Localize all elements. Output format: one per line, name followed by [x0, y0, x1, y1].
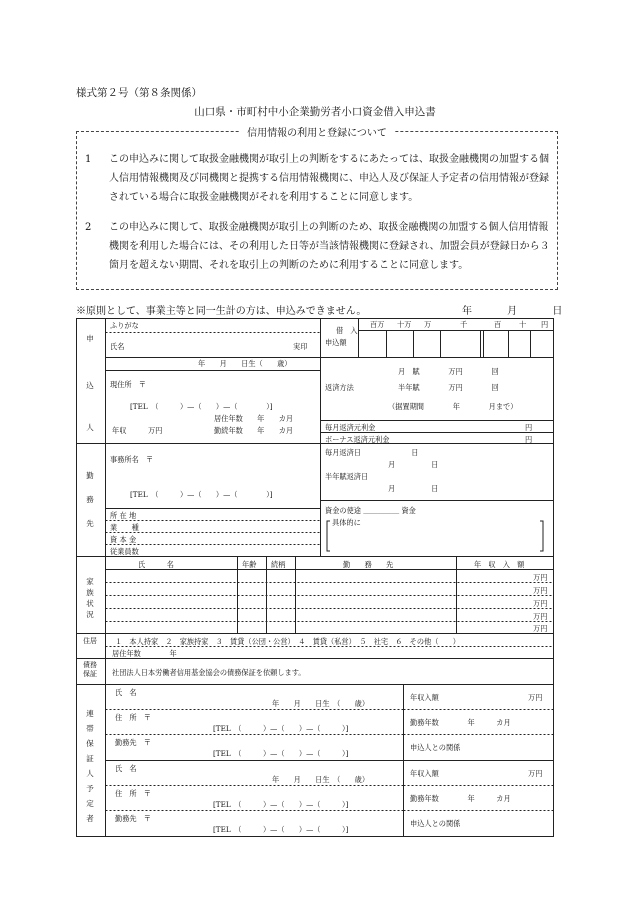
digit-label: 万	[424, 320, 432, 329]
digit-label: 千	[460, 320, 468, 329]
guarantor-1-address-field[interactable]: 住 所 〒	[115, 713, 151, 722]
employer-section-char-3: 先	[86, 519, 94, 528]
guarantor-1-income-label: 年収入額	[410, 693, 439, 702]
seal-label: 実印	[293, 342, 308, 351]
employer-section-char-1: 勤	[86, 471, 94, 480]
monthly-payment-label: 毎月返済元利金	[325, 423, 376, 432]
guarantor-2-income-unit: 万円	[528, 769, 543, 778]
repayment-method-label: 返済方法	[325, 383, 354, 392]
applicant-tel-field[interactable]: [TEL （ ）—（ ）—（ ）]	[130, 402, 273, 411]
document-title: 山口県・市町村中小企業勤労者小口資金借入申込書	[194, 106, 436, 118]
address-field[interactable]: 現住所 〒	[110, 380, 146, 389]
family-header-workplace: 勤 務 先	[343, 560, 394, 569]
employer-business-field[interactable]: 業 種	[110, 523, 139, 532]
family-header-relation: 続柄	[271, 560, 286, 569]
notice-item-1: 1 この申込みに関して取扱金融機関が取引上の判断をするにあたっては、取扱金融機関の加盟する個人信用情報機関及び同機関と提携する信用情報機関に、申込人及び保証人予定者の信用情報が登録されている場合に取扱金融機関がそれを利用することに同意します。	[85, 154, 549, 203]
furigana-field[interactable]: ふりがな	[110, 321, 139, 330]
guarantor-2-income-label: 年収入額	[410, 769, 439, 778]
loan-amount-label-2: 申込額	[325, 338, 347, 347]
digit-label: 百万	[370, 320, 385, 329]
monthly-repayment-day-field[interactable]: 毎月返済日 日	[325, 448, 419, 457]
guarantor-section-char-6: 予	[86, 784, 94, 793]
guarantor-2-birth-field[interactable]: 年 月 日生 （ 歳）	[272, 775, 370, 784]
guarantor-section-char-5: 人	[86, 769, 94, 778]
employer-location-field[interactable]: 所 在 地	[110, 511, 137, 520]
monthly-repayment-month: 月 日	[388, 460, 439, 469]
guarantor-section-char-2: 帯	[86, 724, 94, 733]
family-section-char-3: 状	[86, 599, 94, 608]
family-section-char-4: 況	[86, 610, 94, 619]
guarantor-2-workplace-field[interactable]: 勤務先 〒	[115, 814, 151, 823]
guarantor-section-char-3: 保	[86, 739, 94, 748]
guarantor-2-address-tel[interactable]: [TEL （ ）—（ ）—（ ）]	[213, 800, 349, 809]
employer-employees-field[interactable]: 従業員数	[110, 547, 139, 556]
guarantor-1-address-tel[interactable]: [TEL （ ）—（ ）—（ ）]	[213, 724, 349, 733]
housing-options[interactable]: １ 本人持家 ２ 家族持家 ３ 賃貸（公団・公営） ４ 賃貸（私営） ５ 社宅 ６ その他（ ）	[115, 637, 460, 646]
notice-item-2: 2 この申込みに関して、取扱金融機関が取引上の判断のため、取扱金融機関の加盟する個人信用情報機関を利用した場合には、その利用した日等が当該情報機関に登録され、加盟会員が登録日から３箇月を超えない期間、それを取引上の判断のために利用することに同意します。	[85, 222, 550, 271]
work-years-field[interactable]: 勤続年数 年 カ月	[214, 426, 294, 435]
semiannual-repayment-day-field[interactable]: 半年賦返済日	[325, 472, 369, 481]
guarantor-1-income-unit: 万円	[528, 693, 543, 702]
employer-name-field[interactable]: 事務所名 〒	[110, 455, 154, 464]
guarantor-2-name-field[interactable]: 氏 名	[115, 764, 137, 773]
guarantor-2-work-years-field[interactable]: 勤務年数 年 カ月	[410, 794, 511, 803]
guarantee-text: 社団法人日本労働者信用基金協会の債務保証を依頼します。	[112, 668, 306, 677]
guarantor-section-char-8: 者	[86, 814, 94, 823]
guarantor-section-char-1: 連	[86, 709, 94, 718]
name-field[interactable]: 氏名	[110, 342, 125, 351]
guarantor-2-relation-field[interactable]: 申込人との関係	[410, 819, 461, 828]
family-income-unit: 万円	[533, 599, 548, 608]
semiannual-installment-field[interactable]: 半年賦 万円 回	[398, 383, 499, 392]
bonus-payment-label: ボーナス返済元利金	[325, 435, 390, 444]
date-field[interactable]: 年 月 日	[462, 306, 563, 317]
guarantor-1-birth-field[interactable]: 年 月 日生 （ 歳）	[272, 699, 370, 708]
housing-section: 住居	[83, 637, 97, 645]
birth-field[interactable]: 年 月 日生（ 歳）	[198, 359, 292, 368]
family-header-name: 氏 名	[138, 560, 174, 569]
guarantor-1-workplace-tel[interactable]: [TEL （ ）—（ ）—（ ）]	[213, 749, 349, 758]
residence-years-field[interactable]: 居住年数 年 カ月	[214, 414, 294, 423]
family-income-unit: 万円	[533, 612, 548, 621]
housing-years-field[interactable]: 居住年数 年	[112, 649, 177, 658]
semiannual-repayment-month: 月 日	[388, 484, 439, 493]
fund-purpose-field[interactable]: 資金の使途 ＿＿＿＿＿ 資金	[325, 506, 416, 515]
digit-label: 円	[541, 320, 549, 329]
digit-label: 十	[519, 320, 527, 329]
family-header-age: 年齢	[242, 560, 257, 569]
guarantor-section-char-7: 定	[86, 799, 94, 808]
applicant-section-char-2: 込	[86, 381, 94, 390]
family-income-unit: 万円	[533, 624, 548, 633]
employer-capital-field[interactable]: 資 本 金	[110, 535, 137, 544]
guarantee-section: 債務保証	[83, 661, 97, 678]
form-number: 様式第２号（第８条関係）	[76, 87, 202, 99]
guarantor-section-char-4: 証	[86, 754, 94, 763]
guarantor-1-work-years-field[interactable]: 勤務年数 年 カ月	[410, 718, 511, 727]
annual-income-field[interactable]: 年収 万円	[112, 426, 163, 435]
guarantor-1-relation-field[interactable]: 申込人との関係	[410, 743, 461, 752]
grace-period-field[interactable]: （据置期間 年 月まで）	[388, 402, 518, 411]
family-income-unit: 万円	[533, 573, 548, 582]
employer-section-char-2: 務	[86, 495, 94, 504]
monthly-installment-field[interactable]: 月 賦 万円 回	[398, 367, 499, 376]
guarantor-2-workplace-tel[interactable]: [TEL （ ）—（ ）—（ ）]	[213, 825, 349, 834]
applicant-section-char-3: 人	[86, 423, 94, 432]
guarantor-1-workplace-field[interactable]: 勤務先 〒	[115, 738, 151, 747]
guarantor-2-address-field[interactable]: 住 所 〒	[115, 789, 151, 798]
notice-title: 信用情報の利用と登録について	[77, 124, 557, 139]
digit-label: 十万	[397, 320, 412, 329]
yen-label: 円	[525, 423, 533, 432]
eligibility-note: ※原則として、事業主等と同一生計の方は、申込みできません。	[76, 306, 367, 317]
employer-tel-field[interactable]: [TEL （ ）—（ ）—（ ）]	[130, 490, 273, 499]
fund-purpose-detail-field[interactable]: 具体的に	[332, 518, 361, 527]
family-section-char-1: 家	[86, 577, 94, 586]
guarantor-1-name-field[interactable]: 氏 名	[115, 688, 137, 697]
digit-label: 百	[494, 320, 502, 329]
yen-label: 円	[525, 435, 533, 444]
family-header-income: 年 収 入 額	[474, 560, 525, 569]
loan-amount-label-1: 借 入	[336, 326, 358, 335]
applicant-section-char-1: 申	[86, 334, 94, 343]
family-section-char-2: 族	[86, 588, 94, 597]
family-income-unit: 万円	[533, 586, 548, 595]
